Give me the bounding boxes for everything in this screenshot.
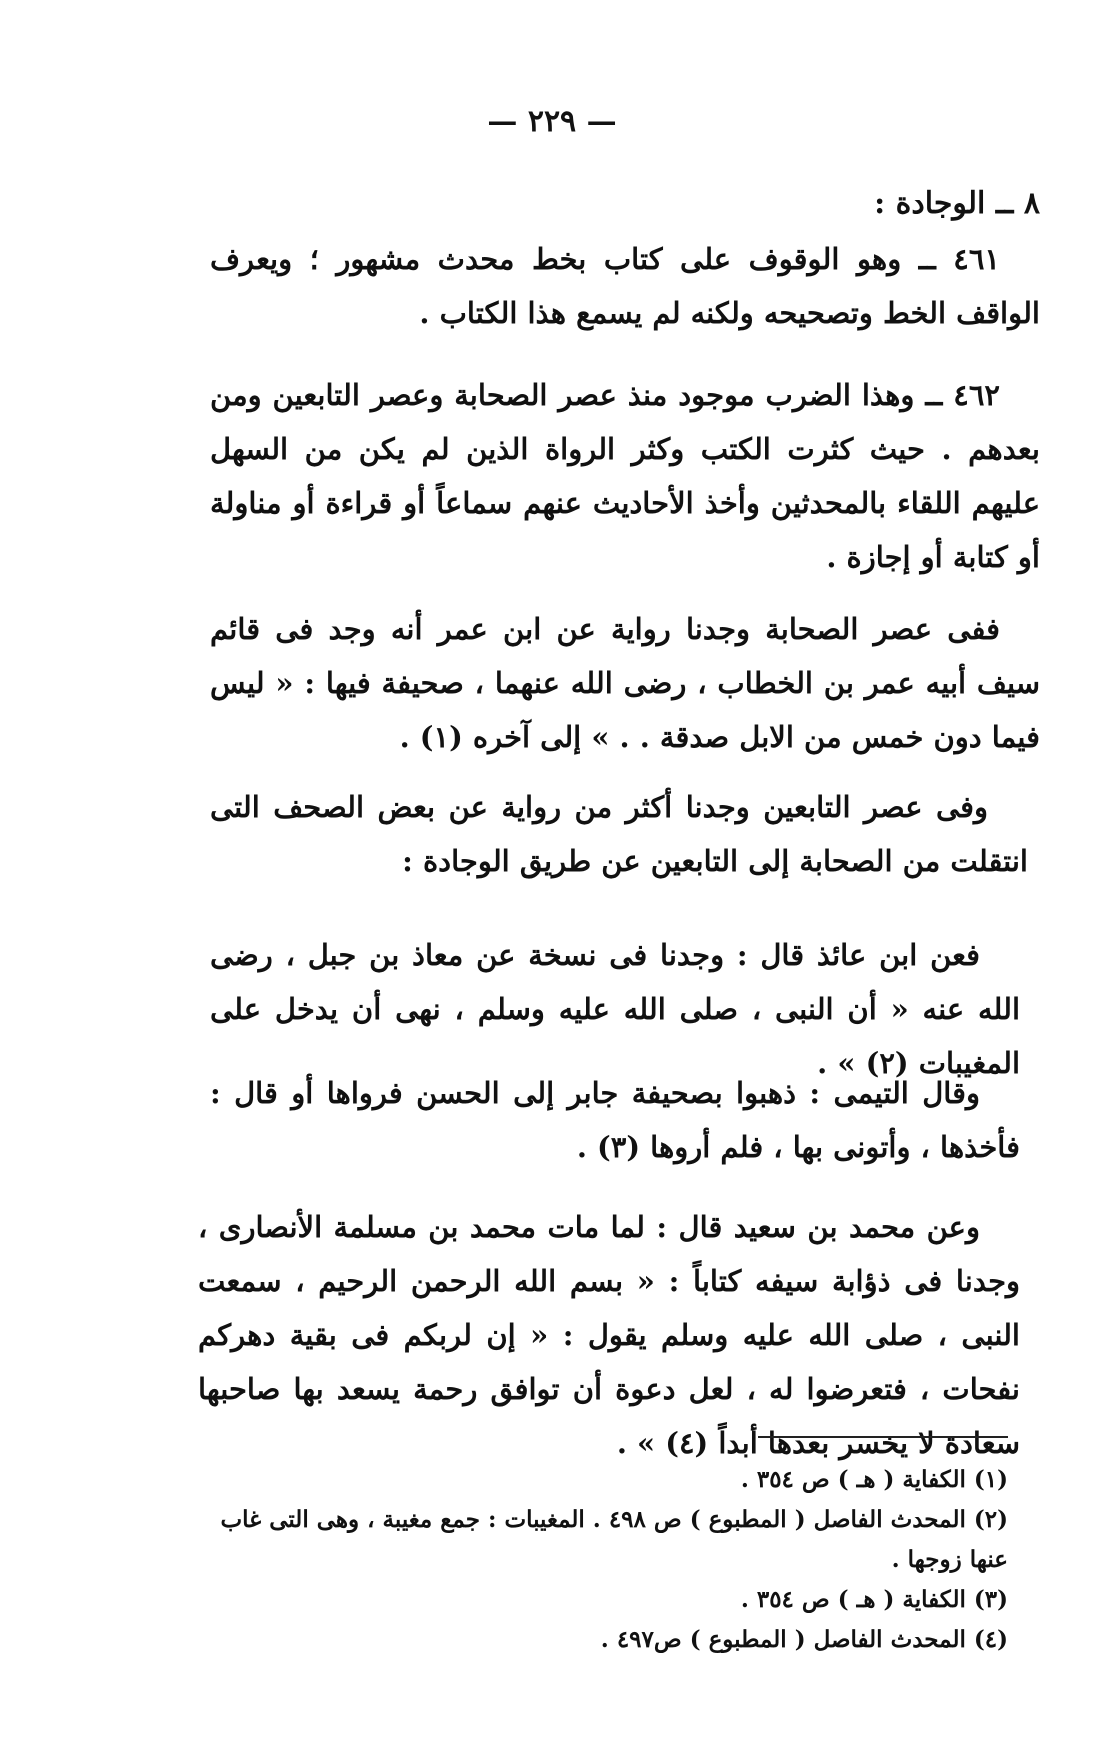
paragraph-461 — [210, 232, 1040, 340]
footnote-2: (٢) المحدث الفاصل ( المطبوع ) ص ٤٩٨ . المغيبات : جمع مغيبة ، وهى التى غاب — [220, 1506, 1008, 1533]
footnote-4: (٤) المحدث الفاصل ( المطبوع ) ص٤٩٧ . — [600, 1626, 1008, 1653]
paragraph-ibn-said — [198, 1200, 1020, 1470]
paragraph-462-text: ٤٦٢ ــ وهذا الضرب موجود منذ عصر الصحابة وعصر التابعين ومن بعدهم . حيث كثرت الكتب وكثر الرواة الذين لم يكن من السهل عليهم اللقاء بالمحدثين وأخذ الأحاديث عنهم سماعاً أو قراءة أو مناولة أو كتابة أو إجازة . — [210, 378, 1040, 574]
paragraph-tabiin-text: وفى عصر التابعين وجدنا أكثر من رواية عن بعض الصحف التى انتقلت من الصحابة إلى التابعين عن طريق الوجادة : — [210, 790, 1028, 878]
paragraph-sahaba-text: ففى عصر الصحابة وجدنا رواية عن ابن عمر أنه وجد فى قائم سيف أبيه عمر بن الخطاب ، رضى الله عنهما ، صحيفة فيها : « ليس فيما دون خمس من الابل صدقة . . » إلى آخره (١) . — [210, 612, 1040, 754]
paragraph-tamimi-text: وقال التيمى : ذهبوا بصحيفة جابر إلى الحسن فرواها أو قال : فأخذها ، وأتونى بها ، فلم أروها (٣) . — [210, 1076, 1020, 1164]
footnotes — [178, 1460, 1008, 1660]
paragraph-sahaba-era — [210, 602, 1040, 764]
footnote-2-continuation: عنها زوجها . — [891, 1546, 1008, 1573]
section-heading: ٨ ــ الوجادة : — [874, 186, 1040, 221]
page-number: — ٢٢٩ — — [487, 104, 617, 139]
paragraph-tamimi — [210, 1066, 1020, 1174]
footnote-3: (٣) الكفاية ( هـ ) ص ٣٥٤ . — [740, 1586, 1008, 1613]
footnote-divider — [758, 1436, 1008, 1438]
footnote-1: (١) الكفاية ( هـ ) ص ٣٥٤ . — [740, 1466, 1008, 1493]
paragraph-461-text: ٤٦١ ــ وهو الوقوف على كتاب بخط محدث مشهور ؛ ويعرف الواقف الخط وتصحيحه ولكنه لم يسمع هذا الكتاب . — [210, 242, 1040, 330]
paragraph-ibn-said-text: وعن محمد بن سعيد قال : لما مات محمد بن مسلمة الأنصارى ، وجدنا فى ذؤابة سيفه كتاباً : « بسم الله الرحمن الرحيم ، سمعت النبى ، صلى الله عليه وسلم يقول : « إن لربكم فى بقية دهركم نفحات ، فتعرضوا له ، لعل دعوة أن توافق رحمة يسعد بها صاحبها سعادة لا يخسر بعدها أبداً (٤) » . — [198, 1210, 1020, 1460]
paragraph-tabiin-era — [210, 780, 1028, 888]
paragraph-ibn-aith-text: فعن ابن عائذ قال : وجدنا فى نسخة عن معاذ بن جبل ، رضى الله عنه « أن النبى ، صلى الله عليه وسلم ، نهى أن يدخل على المغيبات (٢) » . — [210, 938, 1020, 1080]
paragraph-462 — [210, 368, 1040, 584]
